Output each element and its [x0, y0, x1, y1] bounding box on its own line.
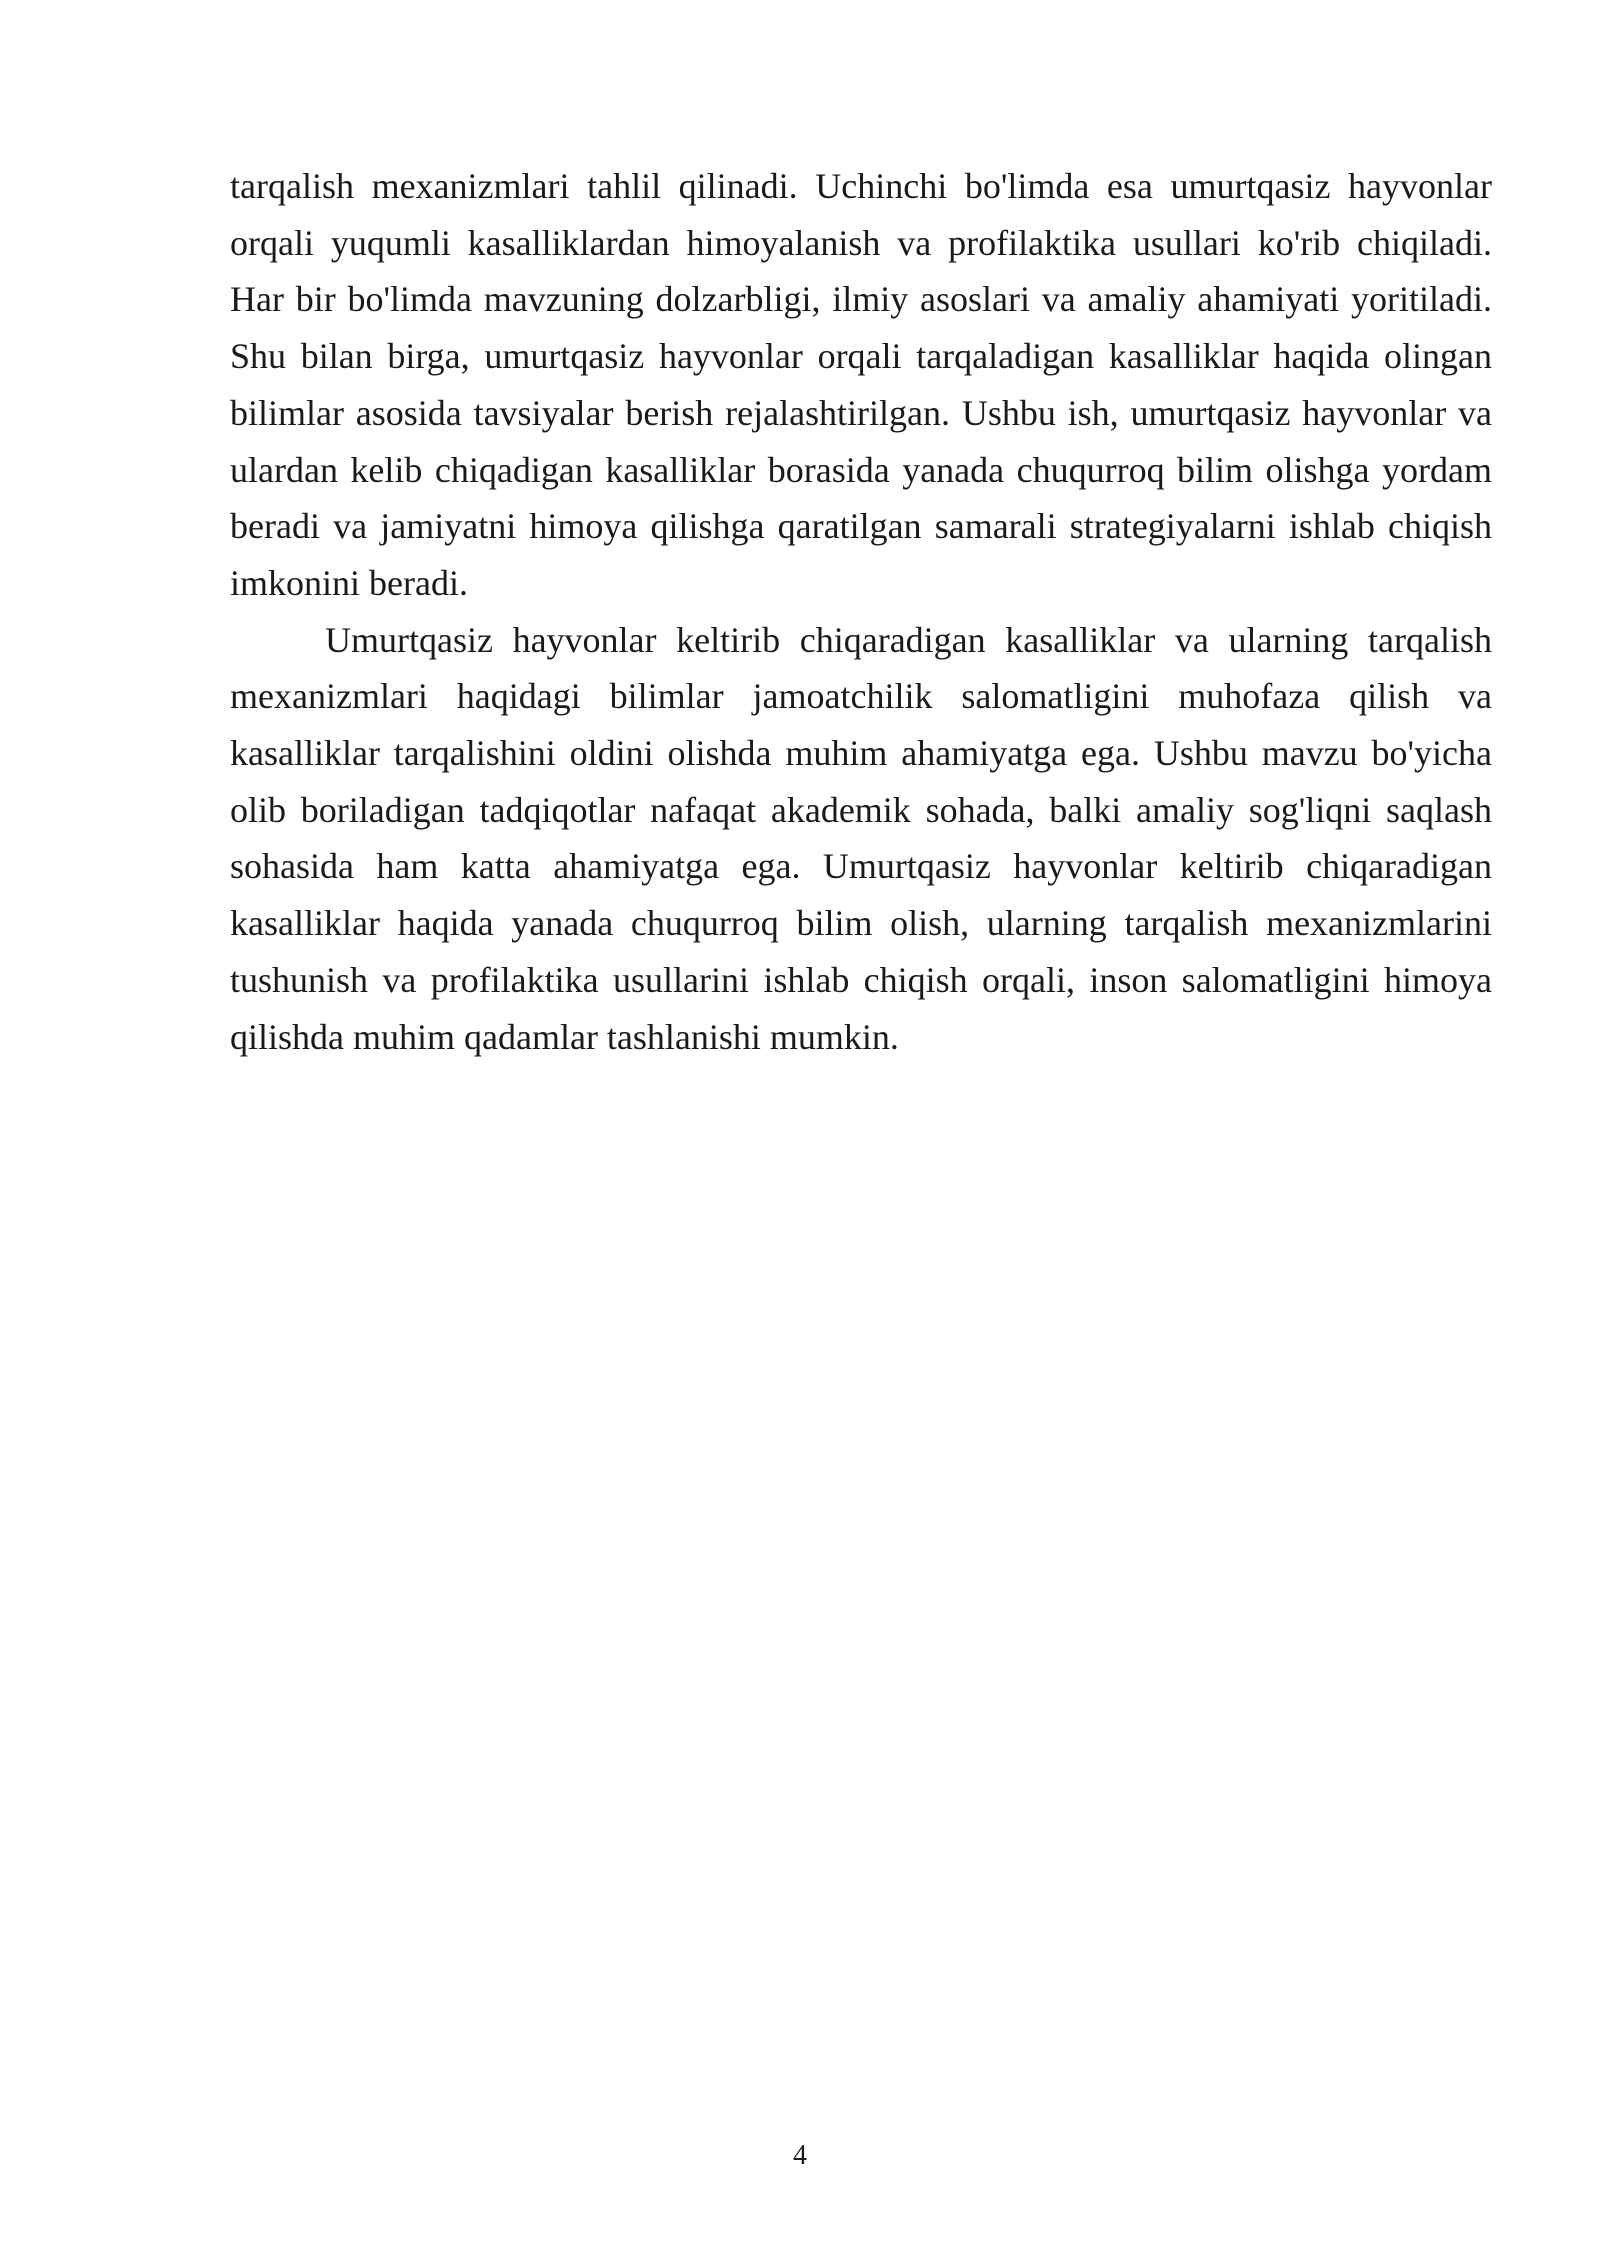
paragraph-continuation: tarqalish mexanizmlari tahlil qilinadi. Uchinchi bo'limda esa umurtqasiz hayvonlar orqali yuqumli kasalliklardan himoyalanish va profilaktika usullari ko'rib chiqiladi. Har bir bo'limda mavzuning dolzarbligi, ilmiy asoslari va amaliy ahamiyati yoritiladi. Shu bilan birga, umurtqasiz hayvonlar orqali tarqaladigan kasalliklar haqida olingan bilimlar asosida tavsiyalar berish rejalashtirilgan. Ushbu ish, umurtqasiz hayvonlar va ulardan kelib chiqadigan kasalliklar borasida yanada chuqurroq bilim olishga yordam beradi va jamiyatni himoya qilishga qaratilgan samarali strategiyalarni ishlab chiqish imkonini beradi.: [230, 166, 1492, 603]
paragraph-main: Umurtqasiz hayvonlar keltirib chiqaradigan kasalliklar va ularning tarqalish mexanizmlari haqidagi bilimlar jamoatchilik salomatligini muhofaza qilish va kasalliklar tarqalishini oldini olishda muhim ahamiyatga ega. Ushbu mavzu bo'yicha olib boriladigan tadqiqotlar nafaqat akademik sohada, balki amaliy sog'liqni saqlash sohasida ham katta ahamiyatga ega. Umurtqasiz hayvonlar keltirib chiqaradigan kasalliklar haqida yanada chuqurroq bilim olish, ularning tarqalish mexanizmlarini tushunish va profilaktika usullarini ishlab chiqish orqali, inson salomatligini himoya qilishda muhim qadamlar tashlanishi mumkin.: [230, 619, 1492, 1057]
body-text: [230, 158, 1492, 1065]
page-number: 4: [793, 2140, 807, 2171]
